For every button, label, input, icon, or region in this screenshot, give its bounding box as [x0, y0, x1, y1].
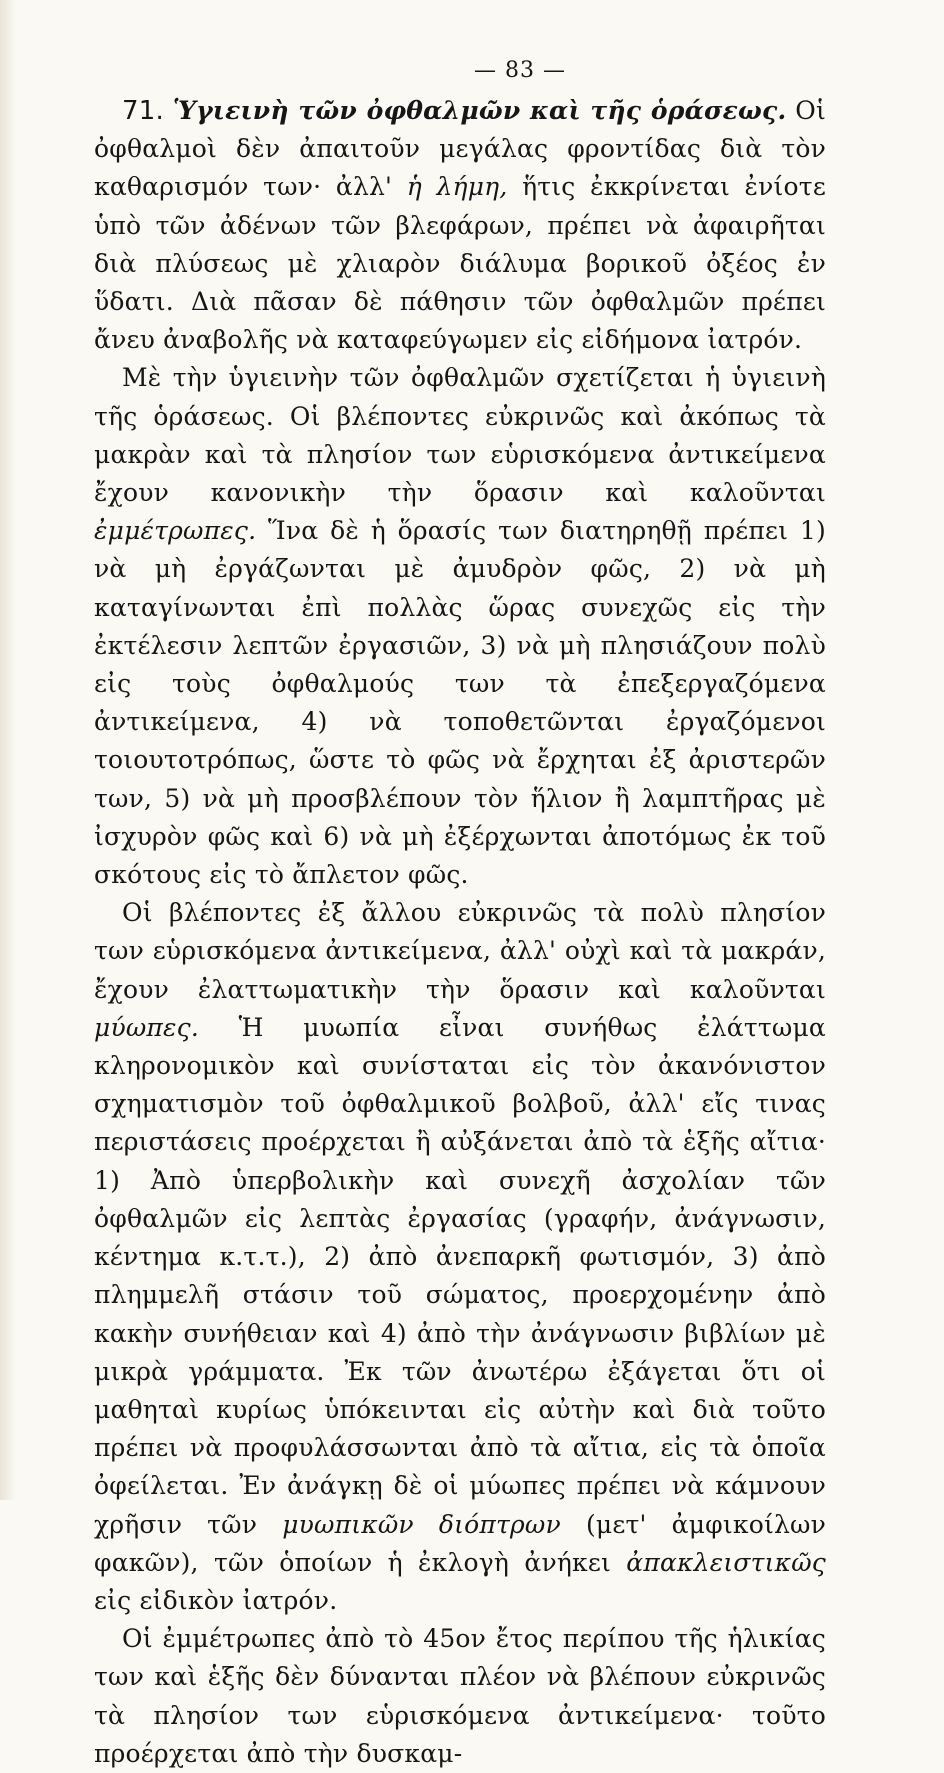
- paragraph-presbyopia: [94, 1620, 826, 1773]
- italic-term: ἐμμέτρωπες.: [94, 516, 257, 546]
- paragraph-myopia: [94, 894, 826, 1620]
- paragraph-text: Οἱ βλέποντες ἐξ ἄλλου εὐκρινῶς τὰ πολὺ πλησίον των εὑρισκόμενα ἀντικείμενα, ἀλλ' οὐχὶ καὶ τὰ μακράν, ἔχουν ἐλαττωματικὴν τὴν ὅρασιν καὶ καλοῦνται: [94, 898, 826, 1004]
- paragraph-section-71: [94, 92, 826, 359]
- paragraph-text: (μετ' ἀμφικοίλων φακῶν), τῶν ὁποίων ἡ ἐκλογὴ ἀνήκει: [94, 1509, 826, 1577]
- paragraph-text: Μὲ τὴν ὑγιεινὴν τῶν ὀφθαλμῶν σχετίζεται ἡ ὑγιεινὴ τῆς ὁράσεως. Οἱ βλέποντες εὐκρινῶς καὶ ἀκόπως τὰ μακρὰν καὶ τὰ πλησίον των εὑρισκόμενα ἀντικείμενα ἔχουν κανονικὴν τὴν ὅρασιν καὶ καλοῦνται: [94, 363, 826, 508]
- paragraph-text: εἰς εἰδικὸν ἰατρόν.: [94, 1585, 338, 1615]
- paragraph-text: Ἡ μυωπία εἶναι συνήθως ἐλάττωμα κληρονομικὸν καὶ συνίσταται εἰς τὸν ἀκανόνιστον σχηματισμὸν τοῦ ὀφθαλμικοῦ βολβοῦ, ἀλλ' εἴς τινας περιστάσεις προέρχεται ἢ αὐξάνεται ἀπὸ τὰ ἑξῆς αἴτια· 1) Ἀπὸ ὑπερβολικὴν καὶ συνεχῆ ἀσχολίαν τῶν ὀφθαλμῶν εἰς λεπτὰς ἐργασίας (γραφήν, ἀνάγνωσιν, κέντημα κ.τ.τ.), 2) ἀπὸ ἀνεπαρκῆ φωτισμόν, 3) ἀπὸ πλημμελῆ στάσιν τοῦ σώματος, προερχομένην ἀπὸ κακὴν συνήθειαν καὶ 4) ἀπὸ τὴν ἀνάγνωσιν βιβλίων μὲ μικρὰ γράμματα. Ἐκ τῶν ἀνωτέρω ἐξάγεται ὅτι οἱ μαθηταὶ κυρίως ὑπόκεινται εἰς αὐτὴν καὶ διὰ τοῦτο πρέπει νὰ προφυλάσσωνται ἀπὸ τὰ αἴτια, εἰς τὰ ὁποῖα ὀφείλεται. Ἐν ἀνάγκῃ δὲ οἱ μύωπες πρέπει νὰ κάμνουν χρῆσιν τῶν: [94, 1012, 826, 1539]
- body-text: [94, 92, 826, 1773]
- italic-term: ἀπακλειστικῶς: [626, 1547, 826, 1577]
- italic-term: μύωπες.: [94, 1012, 200, 1042]
- paragraph-text: Οἱ ὀφθαλμοὶ δὲν ἀπαιτοῦν μεγάλας φροντίδας διὰ τὸν καθαρισμόν των· ἀλλ': [94, 96, 826, 202]
- paragraph-text: Ἵνα δὲ ἡ ὅρασίς των διατηρηθῇ πρέπει 1) νὰ μὴ ἐργάζωνται μὲ ἀμυδρὸν φῶς, 2) νὰ μὴ καταγίνωνται ἐπὶ πολλὰς ὥρας συνεχῶς εἰς τὴν ἐκτέλεσιν λεπτῶν ἐργασιῶν, 3) νὰ μὴ πλησιάζουν πολὺ εἰς τοὺς ὀφθαλμούς των τὰ ἐπεξεργαζόμενα ἀντικείμενα, 4) νὰ τοποθετῶνται ἐργαζόμενοι τοιουτοτρόπως, ὥστε τὸ φῶς νὰ ἔρχηται ἐξ ἀριστερῶν των, 5) νὰ μὴ προσβλέπουν τὸν ἥλιον ἢ λαμπτῆρας μὲ ἰσχυρὸν φῶς καὶ 6) νὰ μὴ ἐξέρχωνται ἀποτόμως ἐκ τοῦ σκότους εἰς τὸ ἄπλετον φῶς.: [94, 516, 826, 890]
- paragraph-vision-hygiene: [94, 359, 826, 894]
- paragraph-text: ἥτις ἐκκρίνεται ἐνίοτε ὑπὸ τῶν ἀδένων τῶν βλεφάρων, πρέπει νὰ ἀφαιρῆται διὰ πλύσεως μὲ χλιαρὸν διάλυμα βορικοῦ ὀξέος ἐν ὕδατι. Διὰ πᾶσαν δὲ πάθησιν τῶν ὀφθαλμῶν πρέπει ἄνευ ἀναβολῆς νὰ καταφεύγωμεν εἰς εἰδήμονα ἰατρόν.: [94, 172, 826, 355]
- italic-term: ἡ λήμη,: [406, 172, 508, 202]
- section-number: 71.: [122, 96, 164, 126]
- section-title: Ὑγιεινὴ τῶν ὀφθαλμῶν καὶ τῆς ὁράσεως.: [172, 96, 787, 125]
- paragraph-text: Οἱ ἐμμέτρωπες ἀπὸ τὸ 45ον ἔτος περίπου τῆς ἡλικίας των καὶ ἑξῆς δὲν δύνανται πλέον νὰ βλέπουν εὐκρινῶς τὰ πλησίον των εὑρισκόμενα ἀντικείμενα· τοῦτο προέρχεται ἀπὸ τὴν δυσκαμ-: [94, 1624, 826, 1768]
- page-number: — 83 —: [474, 58, 566, 83]
- italic-term: μυωπικῶν διόπτρων: [282, 1509, 561, 1539]
